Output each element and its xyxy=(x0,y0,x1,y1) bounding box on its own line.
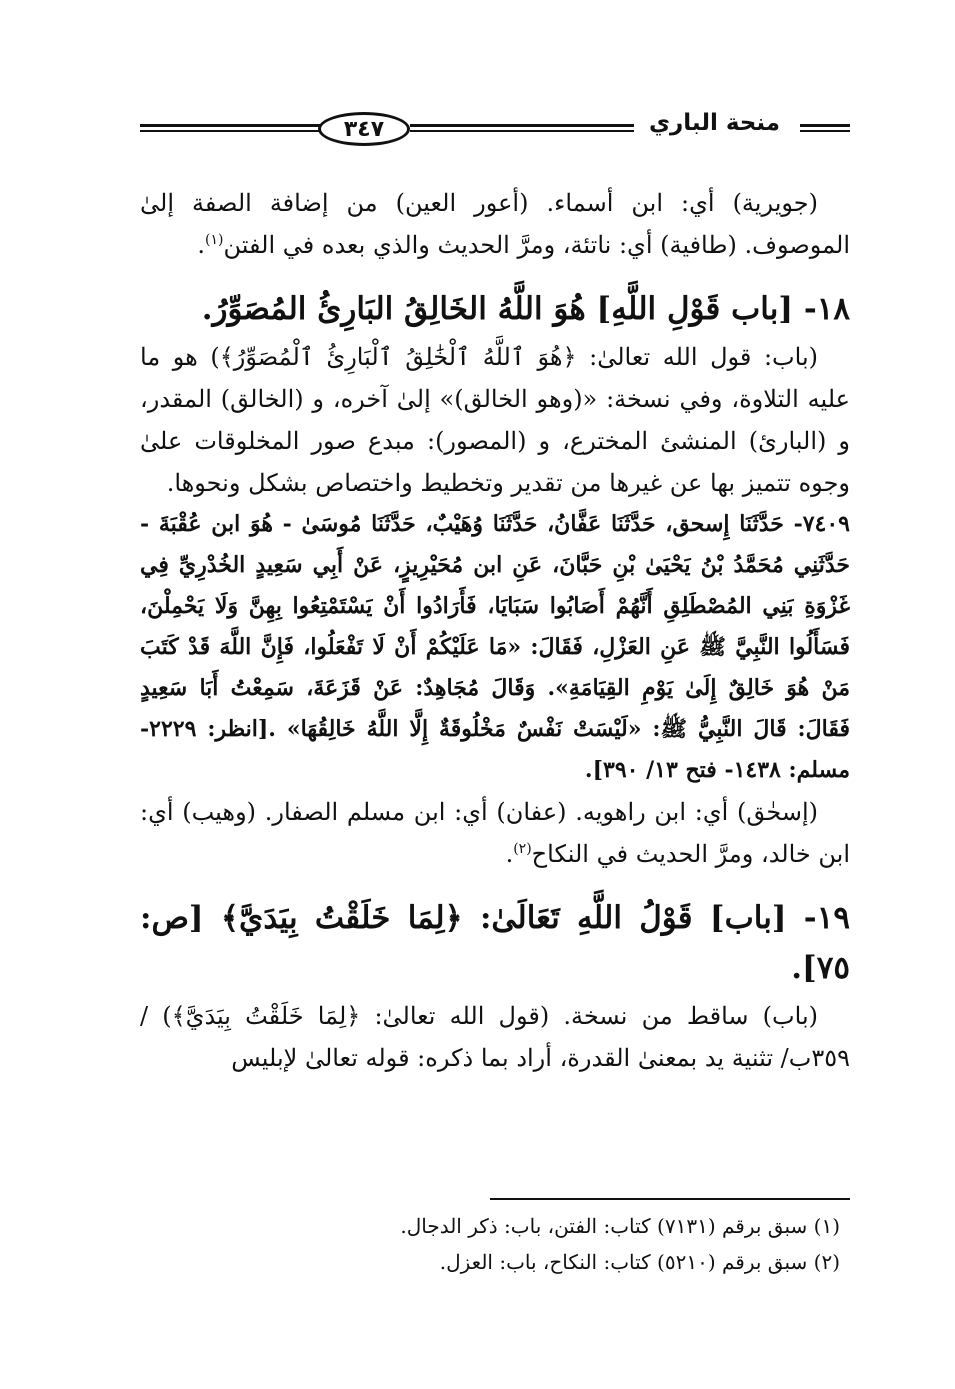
paragraph-text: ٧٤٠٩- حَدَّثَنَا إِسحق، حَدَّثَنَا عَفَّانُ، حَدَّثَنَا وُهَيْبٌ، حَدَّثَنَا مُوسَىٰ - هُوَ ابن عُقْبَةَ - حَدَّثَنِي مُحَمَّدُ بْنُ يَحْيَىٰ بْنِ حَبَّانَ، عَنِ ابن مُحَيْرِيزٍ، عَنْ أَبِي سَعِيدٍ الخُدْرِيِّ فِي غَزْوَةِ بَنِي المُصْطَلِقِ أَنَّهُمْ أَصَابُوا سَبَايَا، فَأَرَادُوا أَنْ يَسْتَمْتِعُوا بِهِنَّ وَلَا يَحْمِلْنَ، فَسَأَلُوا النَّبِيَّ ﷺ عَنِ العَزْلِ، فَقَالَ: «مَا عَلَيْكُمْ أَنْ لَا تَفْعَلُوا، فَإِنَّ اللَّهَ قَدْ كَتَبَ مَنْ هُوَ خَالِقٌ إِلَىٰ يَوْمِ القِيَامَةِ». وَقَالَ مُجَاهِدٌ: عَنْ قَزَعَةَ، سَمِعْتُ أَبَا سَعِيدٍ فَقَالَ: قَالَ النَّبِيُّ ﷺ: «لَيْسَتْ نَفْسٌ مَخْلُوقَةٌ إِلَّا اللَّهُ خَالِقُهَا» .[انظر: ٢٢٢٩- مسلم: ١٤٣٨- فتح ١٣/ ٣٩٠]. xyxy=(140,511,850,783)
section-heading xyxy=(140,893,850,993)
header-rule-right xyxy=(800,124,850,127)
commentary-paragraph xyxy=(140,336,850,504)
paragraph-text: (باب: قول الله تعالىٰ: ﴿هُوَ ٱللَّهُ ٱلْخَٰلِقُ ٱلْبَارِئُ ٱلْمُصَوِّرُ﴾) هو ما عليه التلاوة، وفي نسخة: «(وهو الخالق)» إلىٰ آخره، و (الخالق) المقدر، و (البارئ) المنشئ المخترع، و (المصور): مبدع صور المخلوقات علىٰ وجوه تتميز بها عن غيرها من تقدير وتخطيط واختصاص بشكل ونحوها. xyxy=(140,343,850,497)
paragraph-text: (باب) ساقط من نسخة. (قول الله تعالىٰ: ﴿لِمَا خَلَقْتُ بِيَدَيَّ﴾) /٣٥٩ب/ تثنية يد بمعنىٰ القدرة، أراد بما ذكره: قوله تعالىٰ لإبليس xyxy=(140,1002,850,1072)
paragraph-text: ١٨- [باب قَوْلِ اللَّهِ] هُوَ اللَّهُ الخَالِقُ البَارِئُ المُصَوِّرُ. xyxy=(201,291,850,327)
footnotes xyxy=(140,1208,850,1280)
footnote-2: (٢) سبق برقم (٥٢١٠) كتاب: النكاح، باب: العزل. xyxy=(439,1250,840,1274)
header-rule-left-thin xyxy=(140,130,320,132)
section-heading xyxy=(140,284,850,334)
page-number-badge xyxy=(318,112,410,146)
header-rule-middle-thin xyxy=(410,130,634,132)
paragraph-tail: . xyxy=(197,231,206,259)
page-number: ٣٤٧ xyxy=(343,116,385,142)
hadith-text xyxy=(140,504,850,791)
footnote-separator xyxy=(490,1198,850,1200)
header-rule-middle xyxy=(410,124,634,127)
paragraph-text: (إسحٰق) أي: ابن راهويه. (عفان) أي: ابن مسلم الصفار. (وهيب) أي: ابن خالد، ومرَّ الحديث في النكاح xyxy=(140,798,850,868)
page-body xyxy=(140,182,850,1079)
footnote-1: (١) سبق برقم (٧١٣١) كتاب: الفتن، باب: ذكر الدجال. xyxy=(400,1214,840,1238)
commentary-paragraph xyxy=(140,182,850,266)
footnote-marker[interactable]: (١) xyxy=(205,232,224,248)
page-header xyxy=(140,108,850,152)
paragraph-text: ١٩- [باب] قَوْلُ اللَّهِ تَعَالَىٰ: ﴿لِمَا خَلَقْتُ بِيَدَيَّ﴾ [ص: ٧٥]. xyxy=(140,900,850,986)
paragraph-text: (جويرية) أي: ابن أسماء. (أعور العين) من إضافة الصفة إلىٰ الموصوف. (طافية) أي: ناتئة، ومرَّ الحديث والذي بعده في الفتن xyxy=(140,189,850,259)
commentary-paragraph xyxy=(140,791,850,875)
header-rule-left xyxy=(140,124,320,127)
footnote-marker[interactable]: (٢) xyxy=(513,841,532,857)
commentary-paragraph xyxy=(140,995,850,1079)
paragraph-tail: . xyxy=(505,840,514,868)
header-rule-right-thin xyxy=(800,130,850,132)
running-title: منحة الباري xyxy=(648,110,780,136)
